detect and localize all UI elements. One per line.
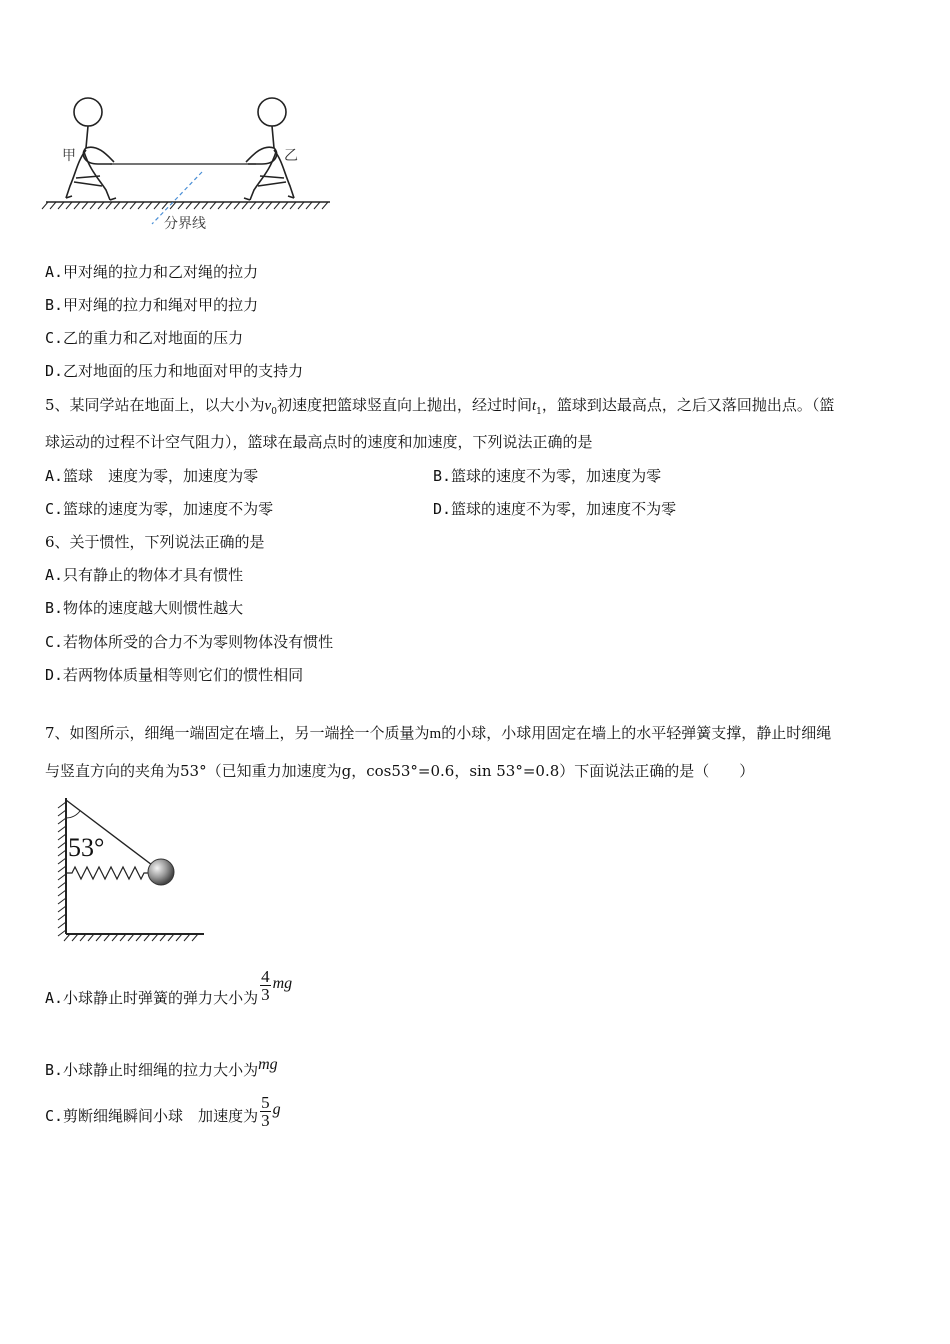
hatch-mark (42, 202, 48, 209)
q7-option-c (45, 1090, 281, 1142)
tug-of-war-figure (40, 90, 340, 240)
hatch-mark (80, 934, 86, 941)
hatch-mark (186, 202, 192, 209)
hatch-mark (58, 906, 66, 912)
q5-stem-part1: 5、某同学站在地面上，以大小为 (45, 396, 265, 414)
hatch-mark (184, 934, 190, 941)
q5-stem-part3: ，篮球到达最高点，之后又落回抛出点。（篮 (541, 396, 835, 414)
hatch-mark (58, 898, 66, 904)
hatch-mark (72, 934, 78, 941)
hatch-mark (66, 202, 72, 209)
hatch-mark (138, 202, 144, 209)
q5-stem-line1 (45, 394, 834, 417)
q7-stem-part1: 7、如图所示，细绳一端固定在墙上，另一端拴一个质量为 (45, 724, 430, 742)
hatch-mark (242, 202, 248, 209)
figure-label-yi: 乙 (284, 147, 298, 163)
q6-option-a: A.只有静止的物体才具有惯性 (45, 566, 244, 584)
q7-option-a-text: A.小球静止时弹簧的弹力大小为 (45, 989, 259, 1007)
hatch-mark (192, 934, 198, 941)
q7-option-b-text: B.小球静止时细绳的拉力大小为 (45, 1061, 259, 1079)
hatch-mark (322, 202, 328, 209)
hatch-mark (58, 922, 66, 928)
hatch-mark (202, 202, 208, 209)
hatch-mark (298, 202, 304, 209)
hatch-mark (58, 850, 66, 856)
fraction-numerator: 5 (261, 1093, 270, 1112)
hatch-mark (64, 934, 70, 941)
hatch-mark (146, 202, 152, 209)
q5-stem-line2: 球运动的过程不计空气阻力），篮球在最高点时的速度和加速度，下列说法正确的是 (45, 433, 593, 451)
hatch-mark (170, 202, 176, 209)
hatch-mark (218, 202, 224, 209)
hatch-mark (58, 826, 66, 832)
ball-spring-figure (48, 794, 218, 954)
angle-label: 53° (68, 833, 105, 862)
hatch-mark (58, 818, 66, 824)
hatch-mark (122, 202, 128, 209)
q7-option-c-g: g (272, 1101, 281, 1118)
figure-label-boundary: 分界线 (164, 215, 206, 231)
hatch-mark (154, 202, 160, 209)
q5-option-d: D.篮球的速度不为零，加速度不为零 (433, 500, 677, 518)
hatch-mark (314, 202, 320, 209)
q7-option-b (45, 1056, 278, 1080)
q6-option-c: C.若物体所受的合力不为零则物体没有惯性 (45, 633, 334, 651)
q5-t1-sub: 1 (536, 407, 542, 417)
hatch-mark (96, 934, 102, 941)
q6-stem: 6、关于惯性，下列说法正确的是 (45, 533, 265, 551)
q5-t1: t (531, 398, 537, 414)
q5-option-b: B.篮球的速度不为零，加速度为零 (433, 467, 662, 485)
hatch-mark (58, 930, 66, 936)
hatch-mark (106, 202, 112, 209)
fraction-five-thirds (260, 1094, 271, 1129)
hatch-mark (58, 914, 66, 920)
hatch-mark (282, 202, 288, 209)
hatch-mark (128, 934, 134, 941)
q5-v0-sub: 0 (271, 407, 277, 417)
q4-option-c: C.乙的重力和乙对地面的压力 (45, 329, 244, 347)
hatch-mark (58, 202, 64, 209)
hatch-mark (82, 202, 88, 209)
q7-stem-line1 (45, 722, 831, 743)
hatch-mark (178, 202, 184, 209)
q6-option-b: B.物体的速度越大则惯性越大 (45, 599, 244, 617)
q4-option-d: D.乙对地面的压力和地面对甲的支持力 (45, 362, 304, 380)
q6-option-d: D.若两物体质量相等则它们的惯性相同 (45, 666, 304, 684)
q7-option-c-text: C.剪断细绳瞬间小球 加速度为 (45, 1107, 259, 1125)
fraction-four-thirds (260, 968, 271, 1003)
hatch-mark (58, 866, 66, 872)
hatch-mark (88, 934, 94, 941)
fraction-denominator: 3 (261, 985, 270, 1004)
hatch-mark (58, 890, 66, 896)
hatch-mark (98, 202, 104, 209)
q5-stem-part2: 初速度把篮球竖直向上抛出，经过时间 (276, 396, 532, 414)
hatch-mark (168, 934, 174, 941)
q4-option-b: B.甲对绳的拉力和绳对甲的拉力 (45, 296, 259, 314)
figure-label-jia: 甲 (62, 147, 76, 163)
fraction-denominator: 3 (261, 1111, 270, 1130)
q7-option-a (45, 967, 293, 1024)
hatch-mark (144, 934, 150, 941)
hatch-mark (112, 934, 118, 941)
q7-option-b-mg: mg (258, 1056, 278, 1073)
hatch-mark (250, 202, 256, 209)
q7-stem-part2: 的小球，小球用固定在墙上的水平轻弹簧支撑，静止时细绳 (441, 724, 832, 742)
hatch-mark (58, 834, 66, 840)
q7-option-a-mg: mg (272, 975, 293, 992)
hatch-mark (74, 202, 80, 209)
hatch-mark (58, 874, 66, 880)
hatch-mark (58, 810, 66, 816)
hatch-mark (266, 202, 272, 209)
hatch-mark (274, 202, 280, 209)
hatch-mark (50, 202, 56, 209)
hatch-mark (120, 934, 126, 941)
q5-v0: v (264, 398, 272, 414)
hatch-mark (114, 202, 120, 209)
hatch-mark (258, 202, 264, 209)
hatch-mark (152, 934, 158, 941)
fraction-numerator: 4 (261, 967, 270, 986)
q4-option-a: A.甲对绳的拉力和乙对绳的拉力 (45, 263, 259, 281)
q7-stem-line2: 与竖直方向的夹角为53°（已知重力加速度为g，cos53°=0.6，sin 53°=0.8）下面说法正确的是（ ） (45, 762, 755, 780)
q5-option-c: C.篮球的速度为零，加速度不为零 (45, 500, 274, 518)
q5-option-a: A.篮球 速度为零，加速度为零 (45, 467, 259, 485)
hatch-mark (58, 842, 66, 848)
hatch-mark (306, 202, 312, 209)
hatch-mark (58, 858, 66, 864)
hatch-mark (58, 882, 66, 888)
hatch-mark (226, 202, 232, 209)
q7-mass-symbol: m (429, 726, 442, 742)
hatch-mark (104, 934, 110, 941)
hatch-mark (136, 934, 142, 941)
hatch-mark (130, 202, 136, 209)
hatch-mark (194, 202, 200, 209)
hatch-mark (234, 202, 240, 209)
hatch-mark (210, 202, 216, 209)
hatch-mark (290, 202, 296, 209)
hatch-mark (58, 802, 66, 808)
hatch-mark (160, 934, 166, 941)
hatch-mark (176, 934, 182, 941)
hatch-mark (90, 202, 96, 209)
